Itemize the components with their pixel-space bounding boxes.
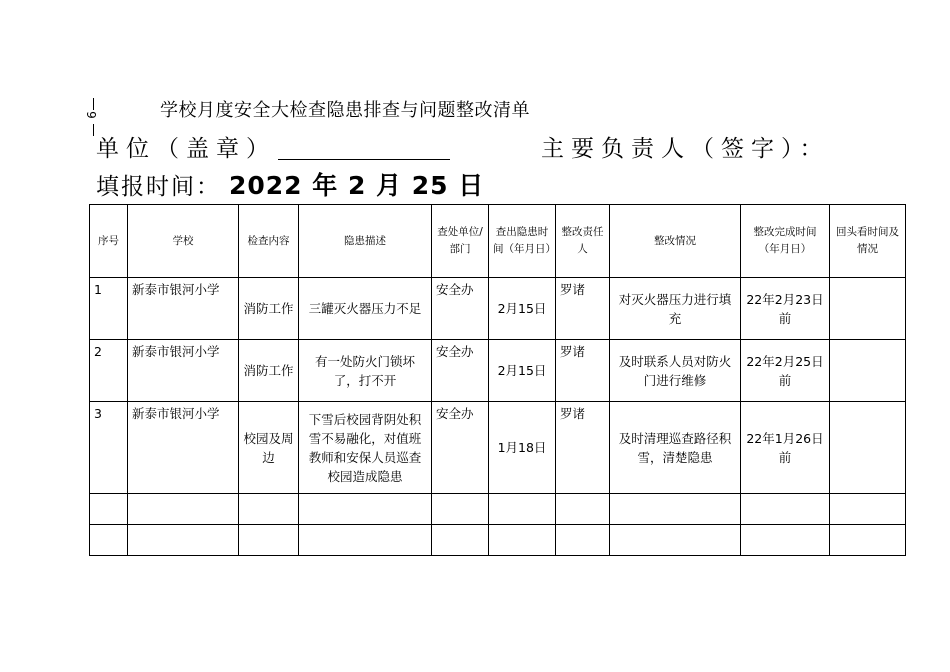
empty-cell[interactable]	[489, 494, 556, 525]
header-dept: 查处单位/部门	[432, 205, 489, 278]
cell-school: 新泰市银河小学	[128, 340, 239, 402]
empty-cell[interactable]	[239, 525, 299, 556]
cell-person: 罗诸	[556, 340, 610, 402]
table-header-row	[90, 205, 906, 278]
header-content: 检查内容	[239, 205, 299, 278]
empty-cell[interactable]	[741, 525, 830, 556]
header-school: 学校	[128, 205, 239, 278]
header-status: 整改情况	[610, 205, 741, 278]
cell-desc: 三罐灭火器压力不足	[299, 278, 432, 340]
cell-desc: 有一处防火门锁坏了，打不开	[299, 340, 432, 402]
cell-dept: 安全办	[432, 340, 489, 402]
cell-content: 校园及周边	[239, 402, 299, 494]
cell-review[interactable]	[830, 340, 906, 402]
margin-number: 9	[83, 111, 98, 119]
empty-row	[90, 494, 906, 525]
document-title: 学校月度安全大检查隐患排查与问题整改清单	[160, 100, 530, 121]
cell-found-time: 1月18日	[489, 402, 556, 494]
header-desc: 隐患描述	[299, 205, 432, 278]
fill-time-line	[96, 166, 484, 202]
cell-review[interactable]	[830, 278, 906, 340]
empty-cell[interactable]	[299, 494, 432, 525]
empty-cell[interactable]	[741, 494, 830, 525]
cell-review[interactable]	[830, 402, 906, 494]
cell-found-time: 2月15日	[489, 278, 556, 340]
cell-school: 新泰市银河小学	[128, 402, 239, 494]
cell-dept: 安全办	[432, 402, 489, 494]
cell-done-time: 22年1月26日前	[741, 402, 830, 494]
cell-content: 消防工作	[239, 278, 299, 340]
unit-seal-blank[interactable]	[278, 137, 450, 160]
header-person: 整改责任人	[556, 205, 610, 278]
table-row	[90, 278, 906, 340]
unit-line	[96, 130, 450, 163]
fill-date: 2022 年 2 月 25 日	[229, 171, 485, 200]
empty-cell[interactable]	[128, 525, 239, 556]
empty-cell[interactable]	[432, 494, 489, 525]
cell-school: 新泰市银河小学	[128, 278, 239, 340]
table-row	[90, 402, 906, 494]
empty-cell[interactable]	[90, 494, 128, 525]
header-seq: 序号	[90, 205, 128, 278]
cell-seq: 3	[90, 402, 128, 494]
header-found-time: 查出隐患时间（年月日）	[489, 205, 556, 278]
hazard-table	[89, 204, 906, 556]
empty-cell[interactable]	[128, 494, 239, 525]
cell-seq: 1	[90, 278, 128, 340]
empty-cell[interactable]	[556, 525, 610, 556]
cell-person: 罗诸	[556, 278, 610, 340]
cell-desc: 下雪后校园背阴处积雪不易融化，对值班教师和安保人员巡查校园造成隐患	[299, 402, 432, 494]
empty-cell[interactable]	[489, 525, 556, 556]
cell-done-time: 22年2月23日前	[741, 278, 830, 340]
fill-time-label: 填报时间：	[96, 174, 221, 200]
empty-row	[90, 525, 906, 556]
header-done-time: 整改完成时间（年月日）	[741, 205, 830, 278]
table-row	[90, 340, 906, 402]
responsible-label: 主要负责人（签字）：	[541, 136, 830, 162]
empty-cell[interactable]	[432, 525, 489, 556]
cell-seq: 2	[90, 340, 128, 402]
empty-cell[interactable]	[610, 525, 741, 556]
empty-cell[interactable]	[239, 494, 299, 525]
cell-content: 消防工作	[239, 340, 299, 402]
cell-done-time: 22年2月25日前	[741, 340, 830, 402]
empty-cell[interactable]	[556, 494, 610, 525]
cell-status: 及时联系人员对防火门进行维修	[610, 340, 741, 402]
cell-status: 对灭火器压力进行填充	[610, 278, 741, 340]
cell-status: 及时清理巡查路径积雪，清楚隐患	[610, 402, 741, 494]
header-review: 回头看时间及情况	[830, 205, 906, 278]
empty-cell[interactable]	[610, 494, 741, 525]
empty-cell[interactable]	[90, 525, 128, 556]
unit-label: 单位（盖章）	[96, 136, 276, 162]
empty-cell[interactable]	[830, 494, 906, 525]
cell-person: 罗诸	[556, 402, 610, 494]
cell-found-time: 2月15日	[489, 340, 556, 402]
empty-cell[interactable]	[830, 525, 906, 556]
empty-cell[interactable]	[299, 525, 432, 556]
cell-dept: 安全办	[432, 278, 489, 340]
